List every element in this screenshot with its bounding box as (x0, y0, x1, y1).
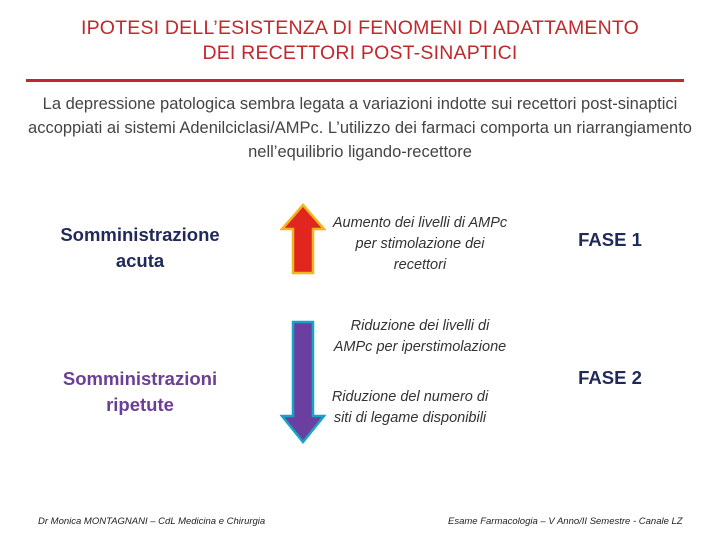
acute-administration-label: Somministrazione acuta (60, 224, 220, 271)
slide-title-line-2: DEI RECETTORI POST-SINAPTICI (202, 42, 518, 64)
repeated-administration-label: Somministrazioni ripetute (62, 368, 218, 415)
arrow-down-icon (280, 320, 326, 444)
slide-title (20, 16, 700, 66)
camp-increase-text: Aumento dei livelli di AMPc per stimolazione dei recettori (332, 215, 508, 273)
phase-2-label: FASE 2 (578, 367, 642, 388)
phase-1-label: FASE 1 (578, 229, 642, 250)
binding-sites-reduction-text: Riduzione del numero di siti di legame disponibili (331, 389, 489, 426)
camp-decrease-text: Riduzione dei livelli di AMPc per iperstimolazione (333, 318, 507, 355)
arrow-up-icon (280, 203, 326, 275)
slide-title-line-1: IPOTESI DELL’ESISTENZA DI FENOMENI DI ADATTAMENTO (80, 17, 640, 39)
title-divider (26, 79, 684, 82)
intro-paragraph: La depressione patologica sembra legata a variazioni indotte sui recettori post-sinaptici accoppiati ai sistemi Adenilciclasi/AMPc. L’utilizzo dei farmaci comporta un riarrangiamento nell’equilibrio ligando-recettore (28, 95, 692, 161)
footer-author: Dr Monica MONTAGNANI – CdL Medicina e Chirurgia (38, 516, 266, 527)
footer-course: Esame Farmacologia – V Anno/II Semestre - Canale LZ (448, 516, 683, 527)
